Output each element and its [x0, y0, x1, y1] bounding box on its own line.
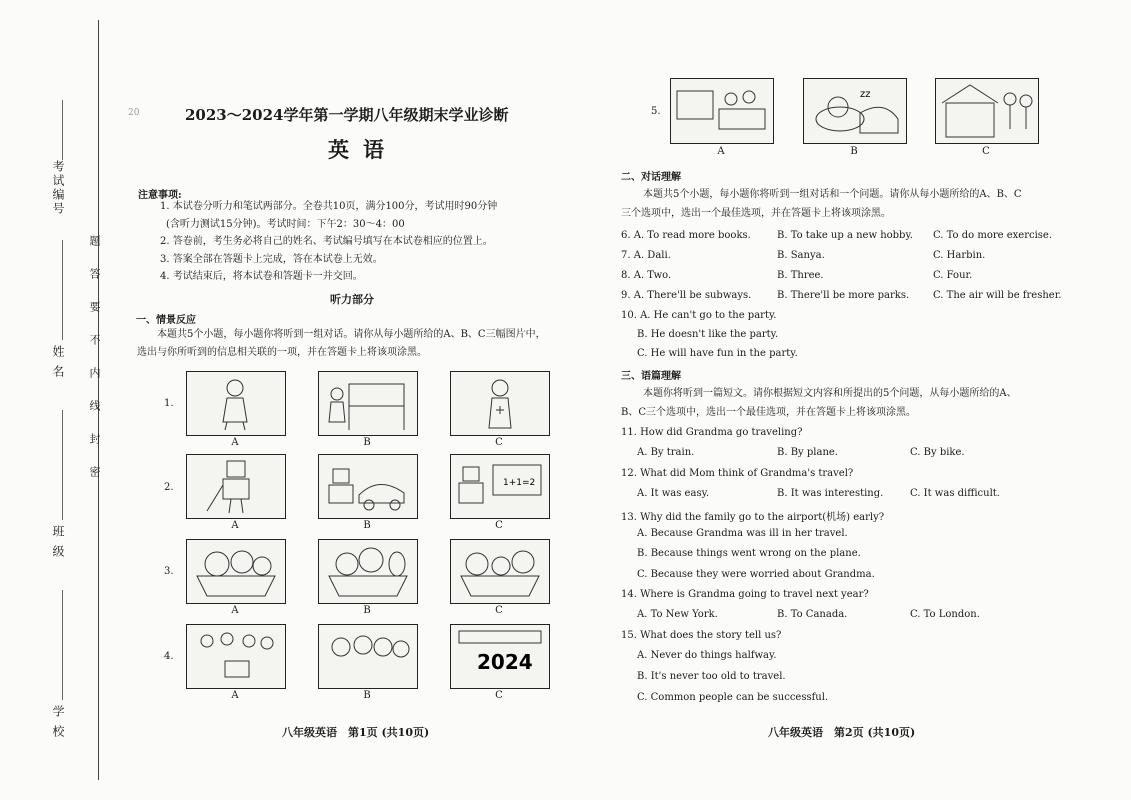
option-label: C — [495, 605, 503, 616]
picture-1a-girl[interactable] — [186, 371, 286, 436]
picture-1c-nurse[interactable] — [450, 371, 550, 436]
question-number: 4. — [164, 651, 174, 662]
class-blank — [62, 410, 64, 520]
exam-number-label: 考试编号 — [51, 160, 65, 216]
dialog-q10-c[interactable]: C. He will have fun in the party. — [637, 348, 798, 359]
name-label: 姓 名 — [51, 345, 65, 379]
dialog-q9-b[interactable]: B. There'll be more parks. — [777, 290, 910, 301]
section1-title: 一、情景反应 — [136, 315, 196, 326]
dialog-q7-b[interactable]: B. Sanya. — [777, 250, 825, 261]
notice-line: 3. 答案全部在答题卡上完成，答在本试卷上无效。 — [160, 253, 383, 265]
section1-desc-line: 选出与你所听到的信息相关联的一项，并在答题卡上将该项涂黑。 — [137, 347, 427, 358]
picture-3b-vegetable-basket[interactable] — [318, 539, 418, 604]
q14-stem: 14. Where is Grandma going to travel next year? — [621, 589, 869, 600]
section3-desc-line: 本题你将听到一篇短文。请你根据短文内容和所提出的5个问题，从每小题所给的A、 — [643, 388, 1017, 399]
dialog-q7-c[interactable]: C. Harbin. — [933, 250, 986, 261]
option-label: C — [982, 146, 990, 157]
q12-option-b[interactable]: B. It was interesting. — [777, 488, 884, 499]
option-label: B — [850, 146, 858, 157]
picture-4b-group-photo[interactable] — [318, 624, 418, 689]
notice-line: (含听力测试15分钟)。考试时间：下午2：30～4：00 — [166, 218, 405, 230]
option-label: C — [495, 437, 503, 448]
dialog-q10-a[interactable]: 10. A. He can't go to the party. — [621, 310, 777, 321]
school-blank — [62, 590, 64, 700]
notice-line: 4. 考试结束后，将本试卷和答题卡一并交回。 — [160, 271, 363, 282]
notice-title: 注意事项: — [138, 190, 182, 201]
dialog-q7-a[interactable]: 7. A. Dali. — [621, 250, 671, 261]
option-label: B — [363, 690, 371, 701]
seal-line-text: 题答要不内线封密 — [88, 235, 101, 499]
page2-footer: 八年级英语 第2页 (共10页) — [768, 726, 916, 739]
listening-title: 听力部分 — [330, 293, 374, 306]
notice-list — [160, 198, 497, 286]
section1-desc-line: 本题共5个小题，每小题你将听到一组对话。请你从每小题所给的A、B、C三幅图片中， — [157, 329, 546, 340]
option-label: B — [363, 437, 371, 448]
option-label: A — [231, 520, 239, 531]
q12-stem: 12. What did Mom think of Grandma's travel? — [621, 468, 854, 479]
q13-option-c[interactable]: C. Because they were worried about Grandma. — [637, 569, 875, 580]
picture-2c-robot-teacher[interactable] — [450, 454, 550, 519]
q14-option-c[interactable]: C. To London. — [910, 609, 980, 620]
q13-option-a[interactable]: A. Because Grandma was ill in her travel. — [637, 528, 848, 539]
option-label: C — [495, 520, 503, 531]
section3-desc — [621, 384, 1017, 422]
svg-text:1+1=2: 1+1=2 — [503, 478, 536, 488]
section3-title: 三、语篇理解 — [621, 371, 681, 382]
section3-desc-line: B、C三个选项中，选出一个最佳选项，并在答题卡上将该项涂黑。 — [621, 407, 916, 418]
dialog-q9-c[interactable]: C. The air will be fresher. — [933, 290, 1062, 301]
q13-stem: 13. Why did the family go to the airport(机场) early? — [621, 512, 885, 523]
q11-stem: 11. How did Grandma go traveling? — [621, 427, 803, 438]
option-label: A — [231, 437, 239, 448]
q11-option-c[interactable]: C. By bike. — [910, 447, 965, 458]
option-label: A — [231, 690, 239, 701]
q12-option-c[interactable]: C. It was difficult. — [910, 488, 1000, 499]
svg-text:zz: zz — [860, 89, 871, 100]
picture-2a-robot-sweeping[interactable] — [186, 454, 286, 519]
option-label: B — [363, 520, 371, 531]
picture-4a-birthday-party[interactable] — [186, 624, 286, 689]
q14-option-a[interactable]: A. To New York. — [637, 609, 718, 620]
dialog-q8-b[interactable]: B. Three. — [777, 270, 824, 281]
class-label: 班 级 — [51, 525, 65, 559]
question-number: 3. — [164, 566, 174, 577]
dialog-q8-a[interactable]: 8. A. Two. — [621, 270, 672, 281]
dialog-q6-c[interactable]: C. To do more exercise. — [933, 230, 1053, 241]
option-label: A — [231, 605, 239, 616]
svg-text:2024: 2024 — [477, 650, 533, 674]
picture-3a-vegetable-basket[interactable] — [186, 539, 286, 604]
section2-desc-line: 本题共5个小题，每小题你将听到一组对话和一个问题。请你从每小题所给的A、B、C — [643, 189, 1022, 200]
option-label: B — [363, 605, 371, 616]
dialog-q10-b[interactable]: B. He doesn't like the party. — [637, 329, 779, 340]
dialog-q9-a[interactable]: 9. A. There'll be subways. — [621, 290, 752, 301]
option-label: A — [717, 146, 725, 157]
section2-desc-line: 三个选项中，选出一个最佳选项，并在答题卡上将该项涂黑。 — [621, 208, 891, 219]
q13-option-b[interactable]: B. Because things went wrong on the plane. — [637, 548, 861, 559]
notice-line: 2. 答卷前，考生务必将自己的姓名、考试编号填写在本试卷相应的位置上。 — [160, 236, 493, 247]
dialog-q8-c[interactable]: C. Four. — [933, 270, 973, 281]
school-label: 学 校 — [51, 705, 65, 739]
picture-3c-vegetable-basket[interactable] — [450, 539, 550, 604]
subject-title: 英语 — [328, 137, 398, 162]
q15-stem: 15. What does the story tell us? — [621, 630, 782, 641]
picture-5b-sleeping[interactable] — [803, 78, 907, 144]
option-label: C — [495, 690, 503, 701]
q15-option-b[interactable]: B. It's never too old to travel. — [637, 671, 786, 682]
q14-option-b[interactable]: B. To Canada. — [777, 609, 848, 620]
notice-line: 1. 本试卷分听力和笔试两部分。全卷共10页，满分100分，考试用时90分钟 — [160, 201, 498, 212]
name-blank — [62, 240, 64, 340]
corner-mark: 20 — [128, 108, 140, 118]
q15-option-c[interactable]: C. Common people can be successful. — [637, 692, 829, 703]
picture-5a-watching-tv[interactable] — [670, 78, 774, 144]
picture-2b-robot-car[interactable] — [318, 454, 418, 519]
question-number: 1. — [164, 398, 174, 409]
dialog-q6-b[interactable]: B. To take up a new hobby. — [777, 230, 913, 241]
picture-1b-piano[interactable] — [318, 371, 418, 436]
exam-number-blank — [62, 100, 64, 160]
q11-option-a[interactable]: A. By train. — [637, 447, 695, 458]
picture-5c-shopping[interactable] — [935, 78, 1039, 144]
question-number: 5. — [651, 106, 661, 117]
q15-option-a[interactable]: A. Never do things halfway. — [637, 650, 777, 661]
question-number: 2. — [164, 482, 174, 493]
dialog-q6-a[interactable]: 6. A. To read more books. — [621, 230, 751, 241]
section2-title: 二、对话理解 — [621, 172, 681, 183]
q12-option-a[interactable]: A. It was easy. — [637, 488, 710, 499]
exam-title: 2023～2024学年第一学期八年级期末学业诊断 — [185, 106, 509, 124]
picture-4c-new-year-2024[interactable] — [450, 624, 550, 689]
section2-desc — [621, 185, 1022, 223]
page1-footer: 八年级英语 第1页 (共10页) — [282, 726, 430, 739]
q11-option-b[interactable]: B. By plane. — [777, 447, 838, 458]
section1-desc — [137, 326, 546, 362]
